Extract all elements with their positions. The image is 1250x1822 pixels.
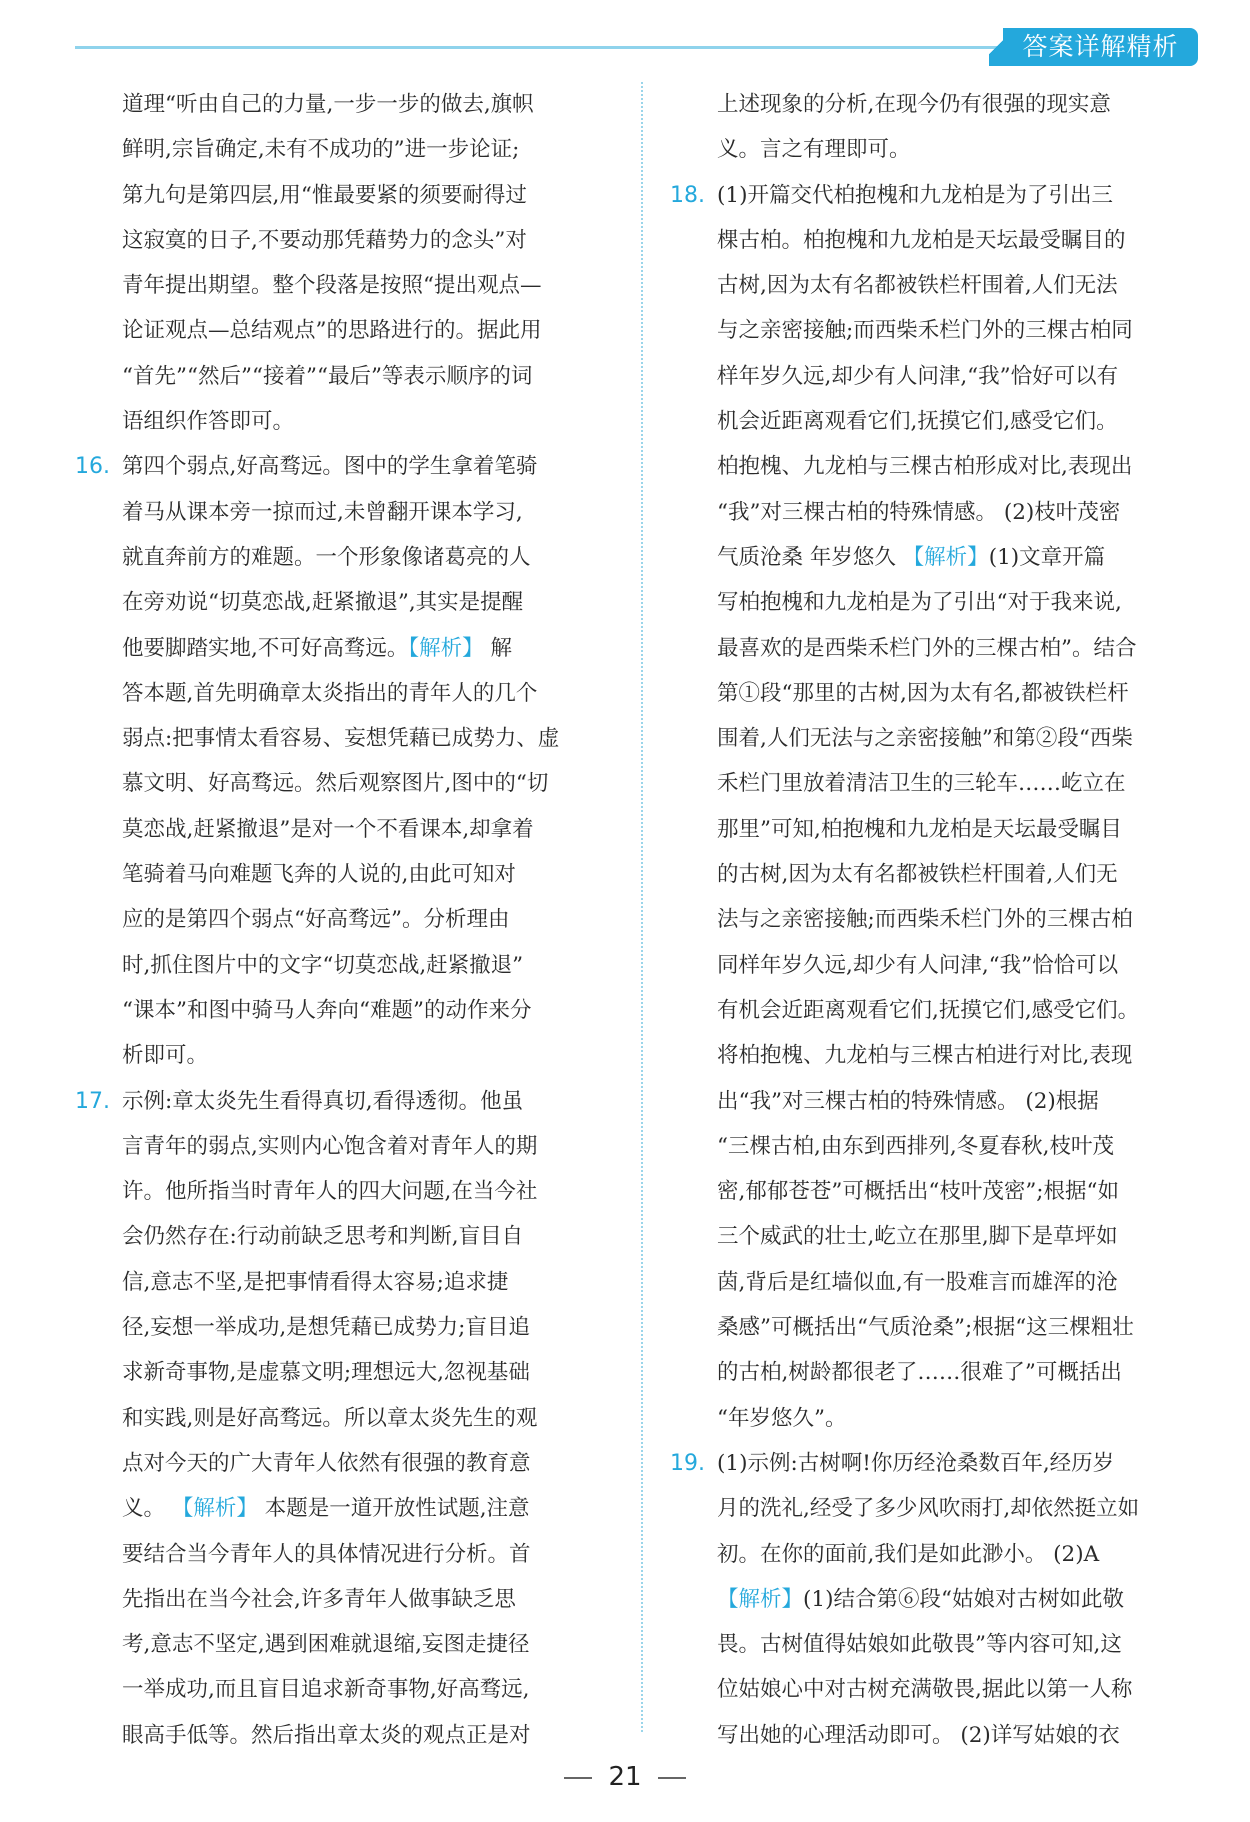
text-line (670, 1396, 1165, 1441)
text-line (670, 444, 1165, 489)
line-text: 着马从课本旁一掠而过,未曾翻开课本学习, (122, 499, 523, 525)
text-line (670, 308, 1165, 353)
line-text: 和实践,则是好高骛远。所以章太炎先生的观 (122, 1405, 538, 1431)
line-text: “课本”和图中骑马人奔向“难题”的动作来分 (122, 997, 532, 1023)
text-line (670, 354, 1165, 399)
text-line (75, 1169, 570, 1214)
text-line (75, 535, 570, 580)
text-line (75, 127, 570, 172)
line-text: 初。在你的面前,我们是如此渺小。 (2)A (717, 1541, 1100, 1567)
line-text: 青年提出期望。整个段落是按照“提出观点— (122, 273, 542, 299)
text-line (75, 626, 570, 671)
line-text: 道理“听由自己的力量,一步一步的做去,旗帜 (122, 92, 534, 117)
text-line (670, 716, 1165, 761)
text-line (670, 399, 1165, 444)
line-text: 柏抱槐、九龙柏与三棵古柏形成对比,表现出 (717, 454, 1133, 480)
analysis-tag: 【解析】 (408, 635, 484, 661)
line-text: 一举成功,而且盲目追求新奇事物,好高骛远, (122, 1677, 530, 1703)
text-line (75, 897, 570, 942)
line-text: 的古树,因为太有名都被铁栏杆围着,人们无 (717, 862, 1118, 888)
line-text: “年岁悠久”。 (717, 1405, 847, 1431)
text-line (75, 716, 570, 761)
line-text: 在旁劝说“切莫恋战,赶紧撤退”,其实是提醒 (122, 590, 524, 616)
text-line (75, 1305, 570, 1350)
line-text: 第九句是第四层,用“惟最要紧的须要耐得过 (122, 182, 527, 208)
text-line (670, 1350, 1165, 1395)
text-line (75, 1124, 570, 1169)
line-text: 要结合当今青年人的具体情况进行分析。首 (122, 1541, 531, 1567)
line-text: 上述现象的分析,在现今仍有很强的现实意 (717, 92, 1111, 117)
line-text: 示例:章太炎先生看得真切,看得透彻。他虽 (122, 1088, 524, 1114)
text-line (670, 1305, 1165, 1350)
text-line (75, 1667, 570, 1712)
text-line (75, 1713, 570, 1758)
question-number: 16. (75, 454, 110, 480)
line-text: 他要脚踏实地,不可好高骛远。 (122, 635, 409, 661)
line-text: 莫恋战,赶紧撤退”是对一个不看课本,却拿着 (122, 816, 534, 842)
text-line (670, 1124, 1165, 1169)
text-line (670, 1033, 1165, 1078)
line-text: 气质沧桑 年岁悠久 (717, 544, 903, 570)
line-text: 论证观点—总结观点”的思路进行的。据此用 (122, 318, 542, 344)
line-text: 法与之亲密接触;而西柴禾栏门外的三棵古柏 (717, 907, 1133, 933)
text-line (75, 490, 570, 535)
line-text: 围着,人们无法与之亲密接触”和第②段“西柴 (717, 726, 1133, 752)
text-line (75, 988, 570, 1033)
text-line (670, 218, 1165, 263)
line-text: 出“我”对三棵古柏的特殊情感。 (2)根据 (717, 1088, 1099, 1114)
line-text: 最喜欢的是西柴禾栏门外的三棵古柏”。结合 (717, 635, 1137, 661)
text-line (670, 1667, 1165, 1712)
line-text: 考,意志不坚定,遇到困难就退缩,妄图走捷径 (122, 1632, 530, 1658)
line-text: 言青年的弱点,实则内心饱含着对青年人的期 (122, 1133, 538, 1159)
text-line (75, 1079, 570, 1124)
text-line (670, 1214, 1165, 1259)
text-line (670, 1260, 1165, 1305)
text-line (75, 761, 570, 806)
header-rule (75, 46, 1000, 49)
text-line (75, 671, 570, 716)
question-number: 17. (75, 1088, 110, 1114)
line-text: 样年岁久远,却少有人问津,“我”恰好可以有 (717, 363, 1119, 389)
line-text-after: (1)结合第⑥段“姑娘对古树如此敬 (803, 1586, 1124, 1612)
line-text: (1)示例:古树啊!你历经沧桑数百年,经历岁 (717, 1450, 1115, 1476)
text-line (670, 761, 1165, 806)
line-text: 眼高手低等。然后指出章太炎的观点正是对 (122, 1722, 531, 1748)
line-text: 求新奇事物,是虚慕文明;理想远大,忽视基础 (122, 1360, 530, 1386)
line-text: 义。 (122, 1496, 172, 1522)
text-line (670, 1532, 1165, 1577)
line-text: 同样年岁久远,却少有人问津,“我”恰恰可以 (717, 952, 1119, 978)
line-text: 许。他所指当时青年人的四大问题,在当今社 (122, 1179, 538, 1205)
line-text: 禾栏门里放着清洁卫生的三轮车……屹立在 (717, 771, 1126, 797)
text-line (75, 444, 570, 489)
left-column (75, 82, 570, 1758)
question-number: 19. (670, 1450, 705, 1476)
text-line (75, 1441, 570, 1486)
line-text-after: 解 (483, 635, 512, 661)
line-text: “我”对三棵古柏的特殊情感。 (2)枝叶茂密 (717, 499, 1121, 525)
line-text: “首先”“然后”“接着”“最后”等表示顺序的词 (122, 363, 533, 389)
section-badge: 答案详解精析 (1003, 28, 1198, 66)
line-text: 会仍然存在:行动前缺乏思考和判断,盲目自 (122, 1224, 524, 1250)
text-line (75, 580, 570, 625)
text-line (670, 1441, 1165, 1486)
analysis-tag: 【解析】 (717, 1586, 804, 1612)
text-line (75, 1350, 570, 1395)
text-line (670, 1577, 1165, 1622)
line-text: 先指出在当今社会,许多青年人做事缺乏思 (122, 1586, 516, 1612)
line-text: 古树,因为太有名都被铁栏杆围着,人们无法 (717, 273, 1118, 299)
line-text: 畏。古树值得姑娘如此敬畏”等内容可知,这 (717, 1632, 1122, 1658)
footer-dash-right (658, 1777, 686, 1779)
text-line (75, 1396, 570, 1441)
line-text: 鲜明,宗旨确定,未有不成功的”进一步论证; (122, 137, 520, 163)
text-line (670, 943, 1165, 988)
line-text: 应的是第四个弱点“好高骛远”。分析理由 (122, 907, 510, 933)
text-line (75, 1260, 570, 1305)
text-line (670, 173, 1165, 218)
line-text: 弱点:把事情太看容易、妄想凭藉已成势力、虚 (122, 726, 560, 752)
text-line (75, 1214, 570, 1259)
text-line (75, 354, 570, 399)
line-text: 义。言之有理即可。 (717, 137, 911, 163)
text-line (670, 1079, 1165, 1124)
line-text: 月的洗礼,经受了多少风吹雨打,却依然挺立如 (717, 1496, 1140, 1522)
line-text: 点对今天的广大青年人依然有很强的教育意 (122, 1450, 531, 1476)
text-line (75, 82, 570, 127)
text-line (75, 807, 570, 852)
line-text: 与之亲密接触;而西柴禾栏门外的三棵古柏同 (717, 318, 1133, 344)
text-line (670, 127, 1165, 172)
text-line (670, 1622, 1165, 1667)
text-line (670, 807, 1165, 852)
line-text: (1)开篇交代柏抱槐和九龙柏是为了引出三 (717, 182, 1113, 208)
line-text: 径,妄想一举成功,是想凭藉已成势力;盲目追 (122, 1315, 530, 1341)
line-text: 的古柏,树龄都很老了……很难了”可概括出 (717, 1360, 1122, 1386)
text-line (75, 399, 570, 444)
text-line (75, 1486, 570, 1531)
line-text: 三个威武的壮士,屹立在那里,脚下是草坪如 (717, 1224, 1118, 1250)
text-line (75, 308, 570, 353)
text-line (670, 897, 1165, 942)
line-text: 这寂寞的日子,不要动那凭藉势力的念头”对 (122, 227, 527, 253)
line-text: 棵古柏。柏抱槐和九龙柏是天坛最受瞩目的 (717, 227, 1126, 253)
text-line (670, 263, 1165, 308)
text-line (670, 988, 1165, 1033)
line-text: 答本题,首先明确章太炎指出的青年人的几个 (122, 680, 538, 706)
line-text: 机会近距离观看它们,抚摸它们,感受它们。 (717, 409, 1118, 435)
line-text: 将柏抱槐、九龙柏与三棵古柏进行对比,表现 (717, 1043, 1133, 1069)
line-text: 桑感”可概括出“气质沧桑”;根据“这三棵粗壮 (717, 1315, 1134, 1341)
text-line (670, 580, 1165, 625)
text-line (670, 626, 1165, 671)
line-text-after: (1)文章开篇 (988, 544, 1106, 570)
page-footer (0, 1762, 1250, 1792)
column-divider (641, 82, 643, 1732)
line-text: “三棵古柏,由东到西排列,冬夏春秋,枝叶茂 (717, 1133, 1114, 1159)
text-line (75, 173, 570, 218)
text-line (75, 943, 570, 988)
page-number: 21 (608, 1762, 642, 1792)
line-text: 析即可。 (122, 1043, 209, 1069)
line-text: 那里”可知,柏抱槐和九龙柏是天坛最受瞩目 (717, 816, 1122, 842)
line-text: 密,郁郁苍苍”可概括出“枝叶茂密”;根据“如 (717, 1179, 1120, 1205)
line-text-after: 本题是一道开放性试题,注意 (257, 1496, 530, 1522)
text-line (670, 490, 1165, 535)
line-text: 就直奔前方的难题。一个形象像诸葛亮的人 (122, 544, 531, 570)
text-line (75, 263, 570, 308)
text-line (670, 1169, 1165, 1214)
text-line (670, 1486, 1165, 1531)
text-line (75, 1532, 570, 1577)
line-text: 写柏抱槐和九龙柏是为了引出“对于我来说, (717, 590, 1122, 616)
line-text: 信,意志不坚,是把事情看得太容易;追求捷 (122, 1269, 509, 1295)
text-line (670, 535, 1165, 580)
footer-dash-left (564, 1777, 592, 1779)
right-column (670, 82, 1165, 1758)
text-line (670, 1713, 1165, 1758)
text-line (670, 82, 1165, 127)
line-text: 第四个弱点,好高骛远。图中的学生拿着笔骑 (122, 454, 538, 480)
text-line (670, 852, 1165, 897)
text-line (75, 1577, 570, 1622)
text-line (75, 852, 570, 897)
analysis-tag: 【解析】 (902, 544, 989, 570)
line-text: 有机会近距离观看它们,抚摸它们,感受它们。 (717, 997, 1140, 1023)
line-text: 茵,背后是红墙似血,有一股难言而雄浑的沧 (717, 1269, 1118, 1295)
line-text: 第①段“那里的古树,因为太有名,都被铁栏杆 (717, 680, 1129, 706)
line-text: 时,抓住图片中的文字“切莫恋战,赶紧撤退” (122, 952, 524, 978)
line-text: 写出她的心理活动即可。 (2)详写姑娘的衣 (717, 1722, 1120, 1748)
line-text: 语组织作答即可。 (122, 409, 295, 435)
text-line (75, 218, 570, 263)
line-text: 笔骑着马向难题飞奔的人说的,由此可知对 (122, 862, 516, 888)
line-text: 慕文明、好高骛远。然后观察图片,图中的“切 (122, 771, 549, 797)
text-line (75, 1033, 570, 1078)
text-line (670, 671, 1165, 716)
analysis-tag: 【解析】 (171, 1496, 258, 1522)
question-number: 18. (670, 182, 705, 208)
text-line (75, 1622, 570, 1667)
line-text: 位姑娘心中对古树充满敬畏,据此以第一人称 (717, 1677, 1133, 1703)
